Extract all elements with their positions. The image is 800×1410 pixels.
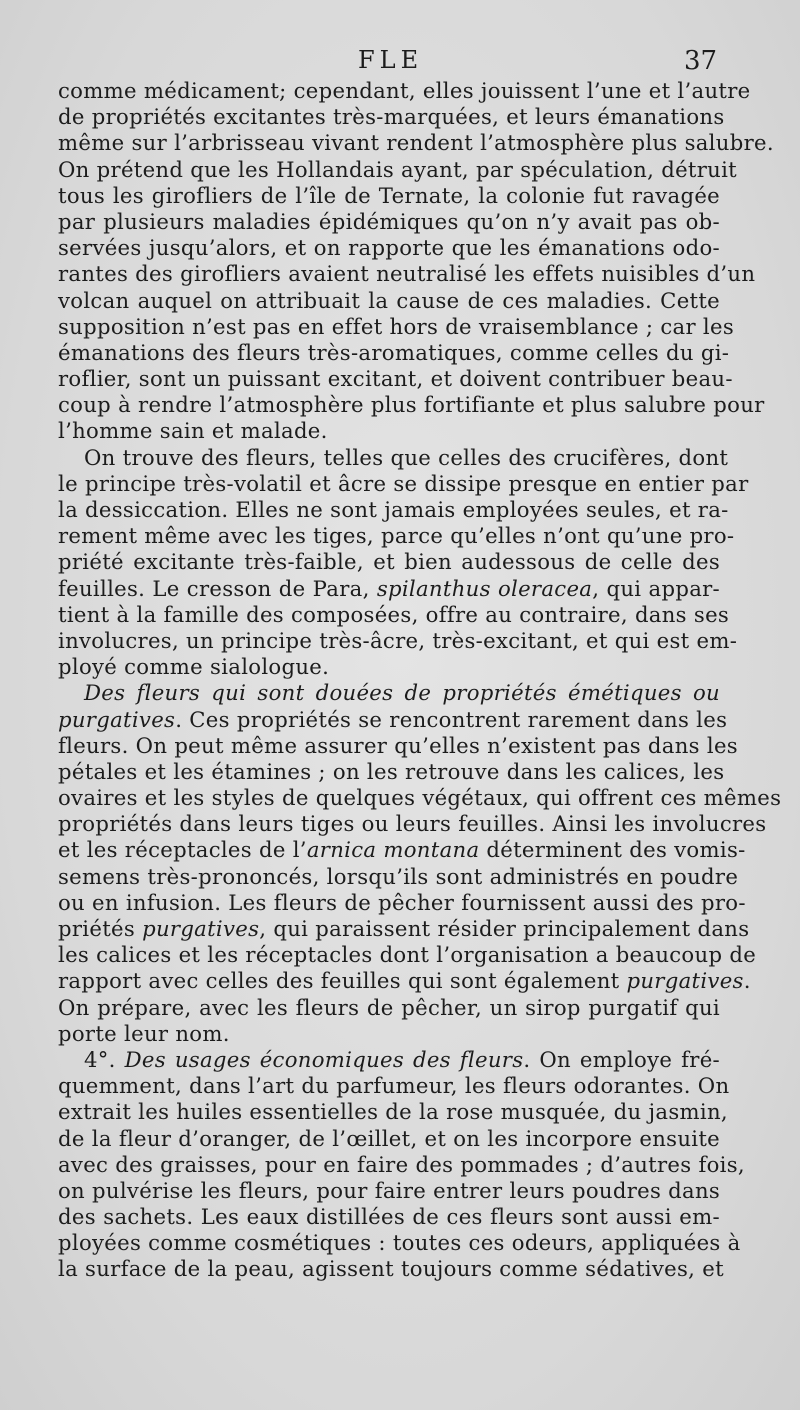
text-line: on pulvérise les fleurs, pour faire entrer leurs poudres dans (58, 1177, 721, 1203)
text-line: Des fleurs qui sont douées de propriétés émétiques ou (84, 680, 720, 706)
text-line: volcan auquel on attribuait la cause de ces maladies. Cette (58, 287, 720, 313)
text-line: propriétés dans leurs tiges ou leurs feuilles. Ainsi les involucres (58, 811, 767, 837)
text-line: par plusieurs maladies épidémiques qu’on n’y avait pas ob- (58, 208, 720, 234)
text-line: 4°. Des usages économiques des fleurs. On employe fré- (84, 1046, 720, 1072)
text-line: la dessiccation. Elles ne sont jamais employées seules, et ra- (58, 497, 729, 522)
text-line: fleurs. On peut même assurer qu’elles n’existent pas dans les (58, 732, 738, 758)
text-line: les calices et les réceptacles dont l’organisation a beaucoup de (58, 942, 757, 968)
text-line: même sur l’arbrisseau vivant rendent l’atmosphère plus salubre. (58, 130, 774, 156)
text-line: émanations des fleurs très-aromatiques, comme celles du gi- (58, 339, 730, 365)
text-line: pétales et les étamines ; on les retrouve dans les calices, les (58, 758, 725, 784)
running-title: FLE (358, 46, 424, 74)
text-line: servées jusqu’alors, et on rapporte que les émanations odo- (58, 235, 720, 261)
text-line: semens très-prononcés, lorsqu’ils sont administrés en poudre (58, 863, 739, 889)
text-line: ou en infusion. Les fleurs de pêcher fournissent aussi des pro- (58, 889, 746, 915)
text-line: des sachets. Les eaux distillées de ces fleurs sont aussi em- (58, 1204, 720, 1230)
text-line: priété excitante très-faible, et bien audessous de celle des (58, 549, 720, 575)
page-number: 37 (684, 46, 718, 76)
text-line: le principe très-volatil et âcre se dissipe presque en entier par (58, 470, 749, 496)
body-text (58, 78, 782, 1283)
text-line: rapport avec celles des feuilles qui sont également purgatives. (58, 968, 751, 994)
text-line: avec des graisses, pour en faire des pommades ; d’autres fois, (58, 1151, 745, 1177)
text-line: rement même avec les tiges, parce qu’elles n’ont qu’une pro- (58, 523, 735, 549)
text-line: involucres, un principe très-âcre, très-excitant, et qui est em- (58, 627, 738, 653)
text-line: ployé comme sialologue. (58, 654, 330, 680)
text-line: tient à la famille des composées, offre au contraire, dans ses (58, 601, 730, 627)
text-line: ployées comme cosmétiques : toutes ces odeurs, appliquées à (58, 1230, 741, 1256)
text-line: ovaires et les styles de quelques végétaux, qui offrent ces mêmes (58, 785, 782, 811)
text-line: la surface de la peau, agissent toujours comme sédatives, et (58, 1256, 724, 1282)
text-line: extrait les huiles essentielles de la rose musquée, du jasmin, (58, 1099, 728, 1125)
text-line: comme médicament; cependant, elles jouissent l’une et l’autre (58, 78, 751, 103)
text-line: quemment, dans l’art du parfumeur, les fleurs odorantes. On (58, 1073, 730, 1099)
text-line: roflier, sont un puissant excitant, et doivent contribuer beau- (58, 366, 733, 392)
text-line: de la fleur d’oranger, de l’œillet, et on les incorpore ensuite (58, 1125, 720, 1151)
text-line: porte leur nom. (58, 1020, 230, 1046)
text-line: coup à rendre l’atmosphère plus fortifiante et plus salubre pour (58, 392, 765, 418)
text-line: purgatives. Ces propriétés se rencontrent rarement dans les (58, 706, 728, 732)
text-line: de propriétés excitantes très-marquées, et leurs émanations (58, 104, 725, 130)
text-line: rantes des girofliers avaient neutralisé les effets nuisibles d’un (58, 261, 756, 287)
text-line: supposition n’est pas en effet hors de vraisemblance ; car les (58, 313, 735, 339)
page-header (0, 46, 800, 78)
text-line: feuilles. Le cresson de Para, spilanthus oleracea, qui appar- (58, 575, 721, 601)
text-line: On prépare, avec les fleurs de pêcher, un sirop purgatif qui (58, 994, 720, 1020)
text-line: tous les girofliers de l’île de Ternate, la colonie fut ravagée (58, 182, 720, 208)
text-line: priétés purgatives, qui paraissent résider principalement dans (58, 916, 750, 941)
text-line: On prétend que les Hollandais ayant, par spéculation, détruit (58, 156, 737, 182)
text-line: l’homme sain et malade. (58, 418, 328, 444)
text-line: On trouve des fleurs, telles que celles des crucifères, dont (84, 444, 729, 470)
text-line: et les réceptacles de l’arnica montana déterminent des vomis- (58, 837, 746, 863)
